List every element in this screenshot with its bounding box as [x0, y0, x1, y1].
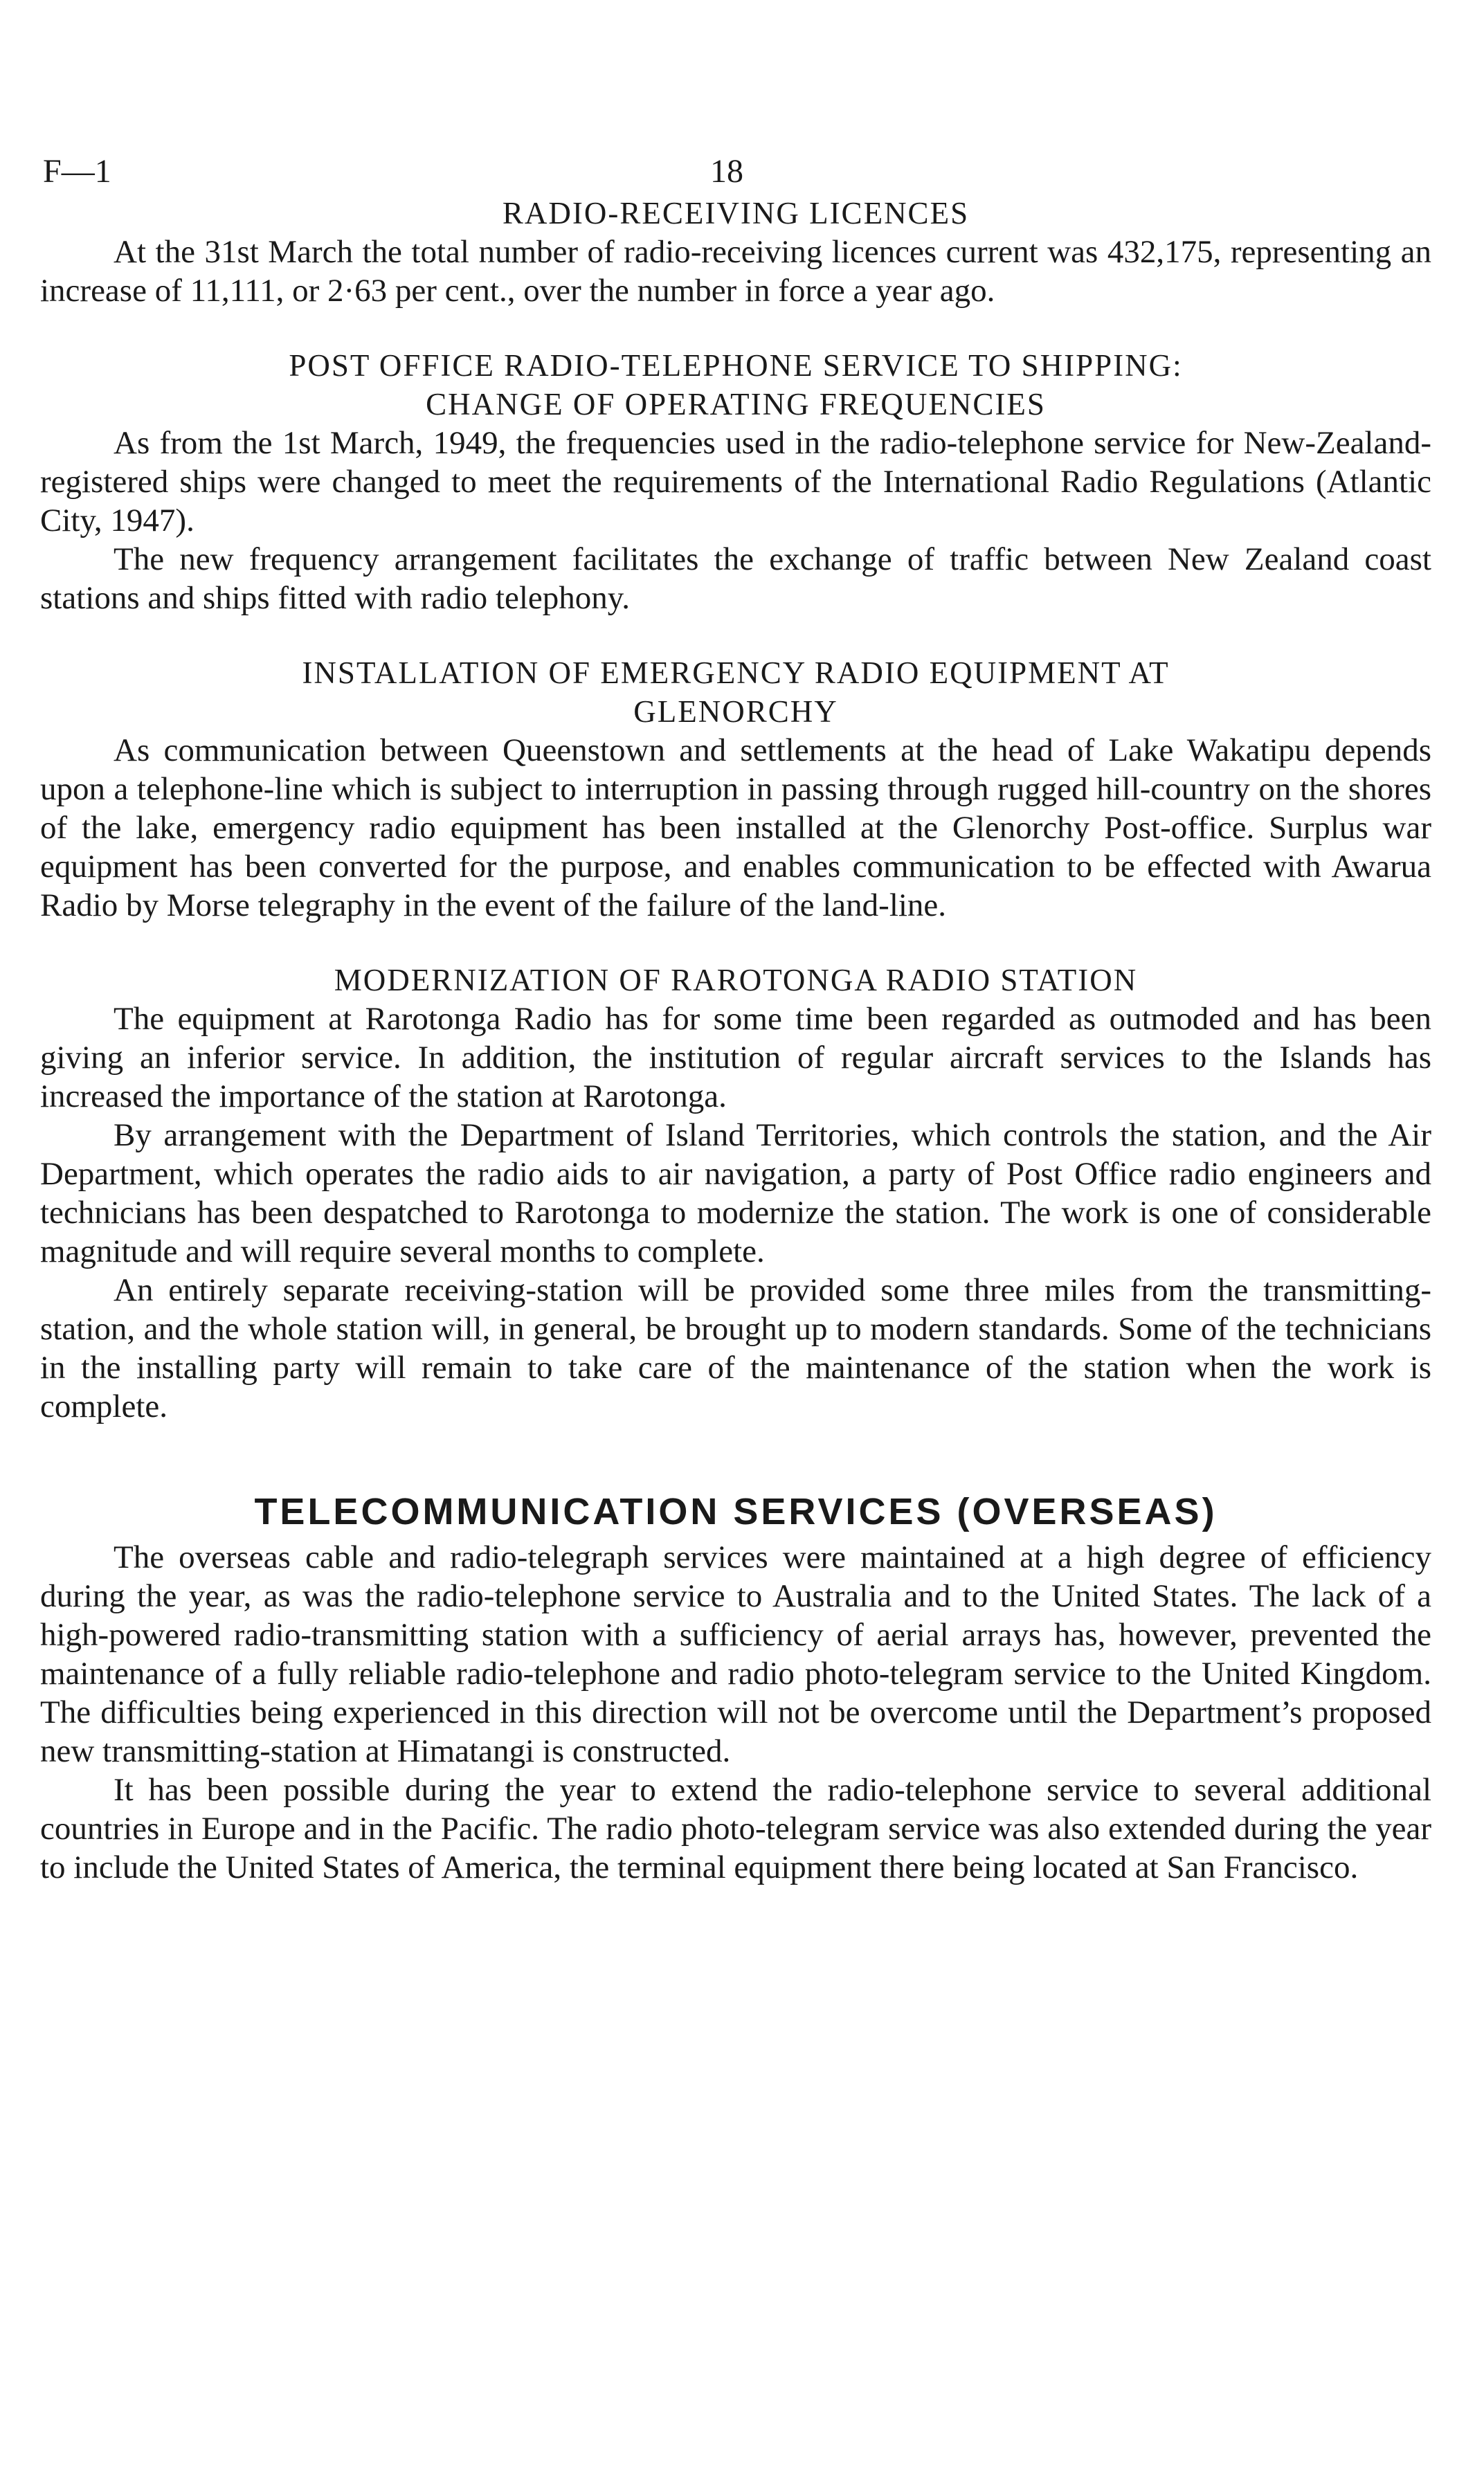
paragraph: It has been possible during the year to extend the radio-telephone service to several additional countries in Europe and in the Pacific. The radio photo-telegram service was also extended during the year to include the United States of America, the terminal equipment there being located at San Francisco.	[40, 1772, 1431, 1885]
section-title-line-1: INSTALLATION OF EMERGENCY RADIO EQUIPMENT AT	[302, 655, 1170, 690]
page-header	[40, 138, 1431, 194]
section-title-line-2: GLENORCHY	[633, 694, 838, 729]
section-title: MODERNIZATION OF RAROTONGA RADIO STATION	[334, 963, 1138, 997]
section-radio-receiving-licences	[40, 194, 1431, 310]
section-title: RADIO-RECEIVING LICENCES	[502, 196, 970, 230]
section-rarotonga-radio-station	[40, 961, 1431, 1426]
section-glenorchy-emergency-radio	[40, 653, 1431, 925]
paragraph: The new frequency arrangement facilitates the exchange of traffic between New Zealand coast stations and ships fitted with radio telephony.	[40, 541, 1431, 616]
document-code: F—1	[43, 153, 111, 190]
paragraph: The overseas cable and radio-telegraph services were maintained at a high degree of efficiency during the year, as was the radio-telephone service to Australia and to the United States. The lack of a high-powered radio-transmitting station with a sufficiency of aerial arrays has, however, prevented the maintenance of a fully reliable radio-telephone and radio photo-telegram service to the United Kingdom. The difficulties being experienced in this direction will not be overcome until the Department’s proposed new transmitting-station at Himatangi is constructed.	[40, 1539, 1431, 1769]
paragraph: At the 31st March the total number of radio-receiving licences current was 432,175, representing an increase of 11,111, or 2·63 per cent., over the number in force a year ago.	[40, 234, 1431, 309]
page-number: 18	[710, 153, 743, 190]
document-page	[40, 138, 1431, 1887]
section-title-line-2: CHANGE OF OPERATING FREQUENCIES	[426, 387, 1046, 422]
section-title-line-1: POST OFFICE RADIO-TELEPHONE SERVICE TO SHIPPING:	[289, 348, 1183, 383]
paragraph: As from the 1st March, 1949, the frequencies used in the radio-telephone service for New-Zealand-registered ships were changed to meet the requirements of the International Radio Regulations (Atlantic City, 1947).	[40, 425, 1431, 538]
paragraph: The equipment at Rarotonga Radio has for some time been regarded as outmoded and has been giving an inferior service. In addition, the institution of regular aircraft services to the Islands has increased the importance of the station at Rarotonga.	[40, 1001, 1431, 1114]
paragraph: As communication between Queenstown and settlements at the head of Lake Wakatipu depends upon a telephone-line which is subject to interruption in passing through rugged hill-country on the shores of the lake, emergency radio equipment has been installed at the Glenorchy Post-office. Surplus war equipment has been converted for the purpose, and enables communication to be effected with Awarua Radio by Morse telegraphy in the event of the failure of the land-line.	[40, 732, 1431, 923]
main-section-title: TELECOMMUNICATION SERVICES (OVERSEAS)	[254, 1491, 1218, 1532]
paragraph: By arrangement with the Department of Island Territories, which controls the station, and the Air Department, which operates the radio aids to air navigation, a party of Post Office radio engineers and technicians has been despatched to Rarotonga to modernize the station. The work is one of considerable magnitude and will require several months to complete.	[40, 1117, 1431, 1269]
section-radio-telephone-shipping	[40, 346, 1431, 617]
paragraph: An entirely separate receiving-station will be provided some three miles from the transmitting-station, and the whole station will, in general, be brought up to modern standards. Some of the technicians in the installing party will remain to take care of the maintenance of the station when the work is complete.	[40, 1272, 1431, 1424]
section-telecommunication-overseas	[40, 1488, 1431, 1887]
